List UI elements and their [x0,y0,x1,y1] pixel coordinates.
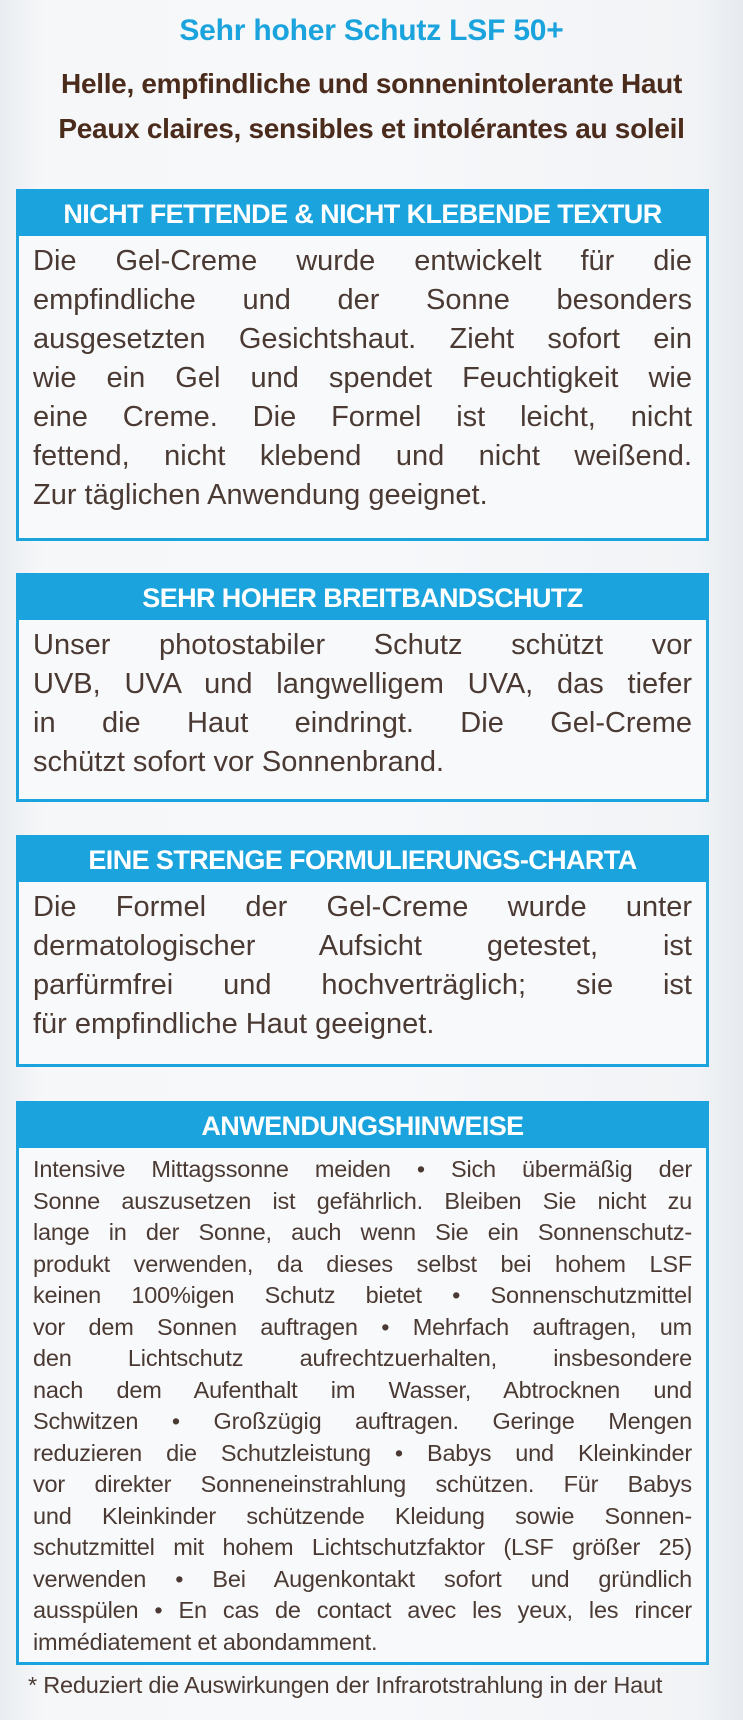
text-line: ausgesetzten Gesichtshaut. Zieht sofort ein [33,323,692,355]
text-line: schutzmittel mit hohem Lichtschutzfaktor (LSF größer 25) [33,1534,692,1560]
section-body [19,236,706,515]
section-heading: EINE STRENGE FORMULIERUNGS-CHARTA [19,838,706,882]
text-line: für empfindliche Haut geeignet. [33,1008,435,1040]
text-line: Unser photostabiler Schutz schützt vor [33,629,692,661]
text-line: parfürmfrei und hochverträglich; sie ist [33,969,692,1001]
section-body [19,620,706,782]
text-line: empfindliche und der Sonne besonders [33,284,692,316]
text-line: fettend, nicht klebend und nicht weißend. [33,440,692,472]
text-line: immédiatement et abondamment. [33,1628,378,1655]
text-line: produkt verwenden, da dieses selbst bei hohem LSF [33,1250,692,1277]
text-line: in die Haut eindringt. Die Gel-Creme [33,707,692,739]
section-usage-instructions [16,1101,709,1665]
footnote: * Reduziert die Auswirkungen der Infrarotstrahlung in der Haut [28,1672,663,1698]
text-line: nach dem Aufenthalt im Wasser, Abtrocknen und [33,1376,692,1403]
subtitle-french: Peaux claires, sensibles et intolérantes au soleil [58,113,685,144]
text-line: den Lichtschutz aufrechtzuerhalten, insbesondere [33,1345,692,1371]
text-line: schützt sofort vor Sonnenbrand. [33,746,445,778]
text-line: vor dem Sonnen auftragen • Mehrfach auftragen, um [33,1313,692,1340]
text-line: dermatologischer Aufsicht getestet, ist [33,930,692,962]
text-line: Intensive Mittagssonne meiden • Sich übermäßig der [33,1156,692,1182]
text-line: lange in der Sonne, auch wenn Sie ein Sonnenschutz- [33,1219,692,1245]
section-heading: NICHT FETTENDE & NICHT KLEBENDE TEXTUR [19,192,706,236]
text-line: vor direkter Sonneneinstrahlung schützen. Für Babys [33,1471,692,1497]
text-line: Schwitzen • Großzügig auftragen. Geringe Mengen [33,1408,692,1434]
text-line: Die Formel der Gel-Creme wurde unter [33,891,692,923]
text-line: ausspülen • En cas de contact avec les yeux, les rincer [33,1597,692,1623]
text-line: wie ein Gel und spendet Feuchtigkeit wie [33,362,692,394]
product-title: Sehr hoher Schutz LSF 50+ [179,14,564,47]
section-formulation-charter [16,835,709,1067]
text-line: Sonne auszusetzen ist gefährlich. Bleiben Sie nicht zu [33,1187,692,1214]
text-line: und Kleinkinder schützende Kleidung sowie Sonnen- [33,1502,692,1529]
text-line: reduzieren die Schutzleistung • Babys und Kleinkinder [33,1439,692,1466]
section-heading: ANWENDUNGSHINWEISE [19,1104,706,1148]
section-heading: SEHR HOHER BREITBANDSCHUTZ [19,576,706,620]
text-line: Zur täglichen Anwendung geeignet. [33,479,488,511]
section-texture [16,189,709,541]
text-line: keinen 100%igen Schutz bietet • Sonnenschutzmittel [33,1282,692,1308]
text-line: UVB, UVA und langwelligem UVA, das tiefer [33,668,692,700]
text-line: Die Gel-Creme wurde entwickelt für die [33,245,692,277]
section-broadband-protection [16,573,709,802]
section-body [19,882,706,1044]
section-body [19,1148,706,1658]
text-line: eine Creme. Die Formel ist leicht, nicht [33,401,692,433]
subtitle-german: Helle, empfindliche und sonnenintolerante Haut [61,68,682,99]
text-line: verwenden • Bei Augenkontakt sofort und gründlich [33,1565,692,1592]
